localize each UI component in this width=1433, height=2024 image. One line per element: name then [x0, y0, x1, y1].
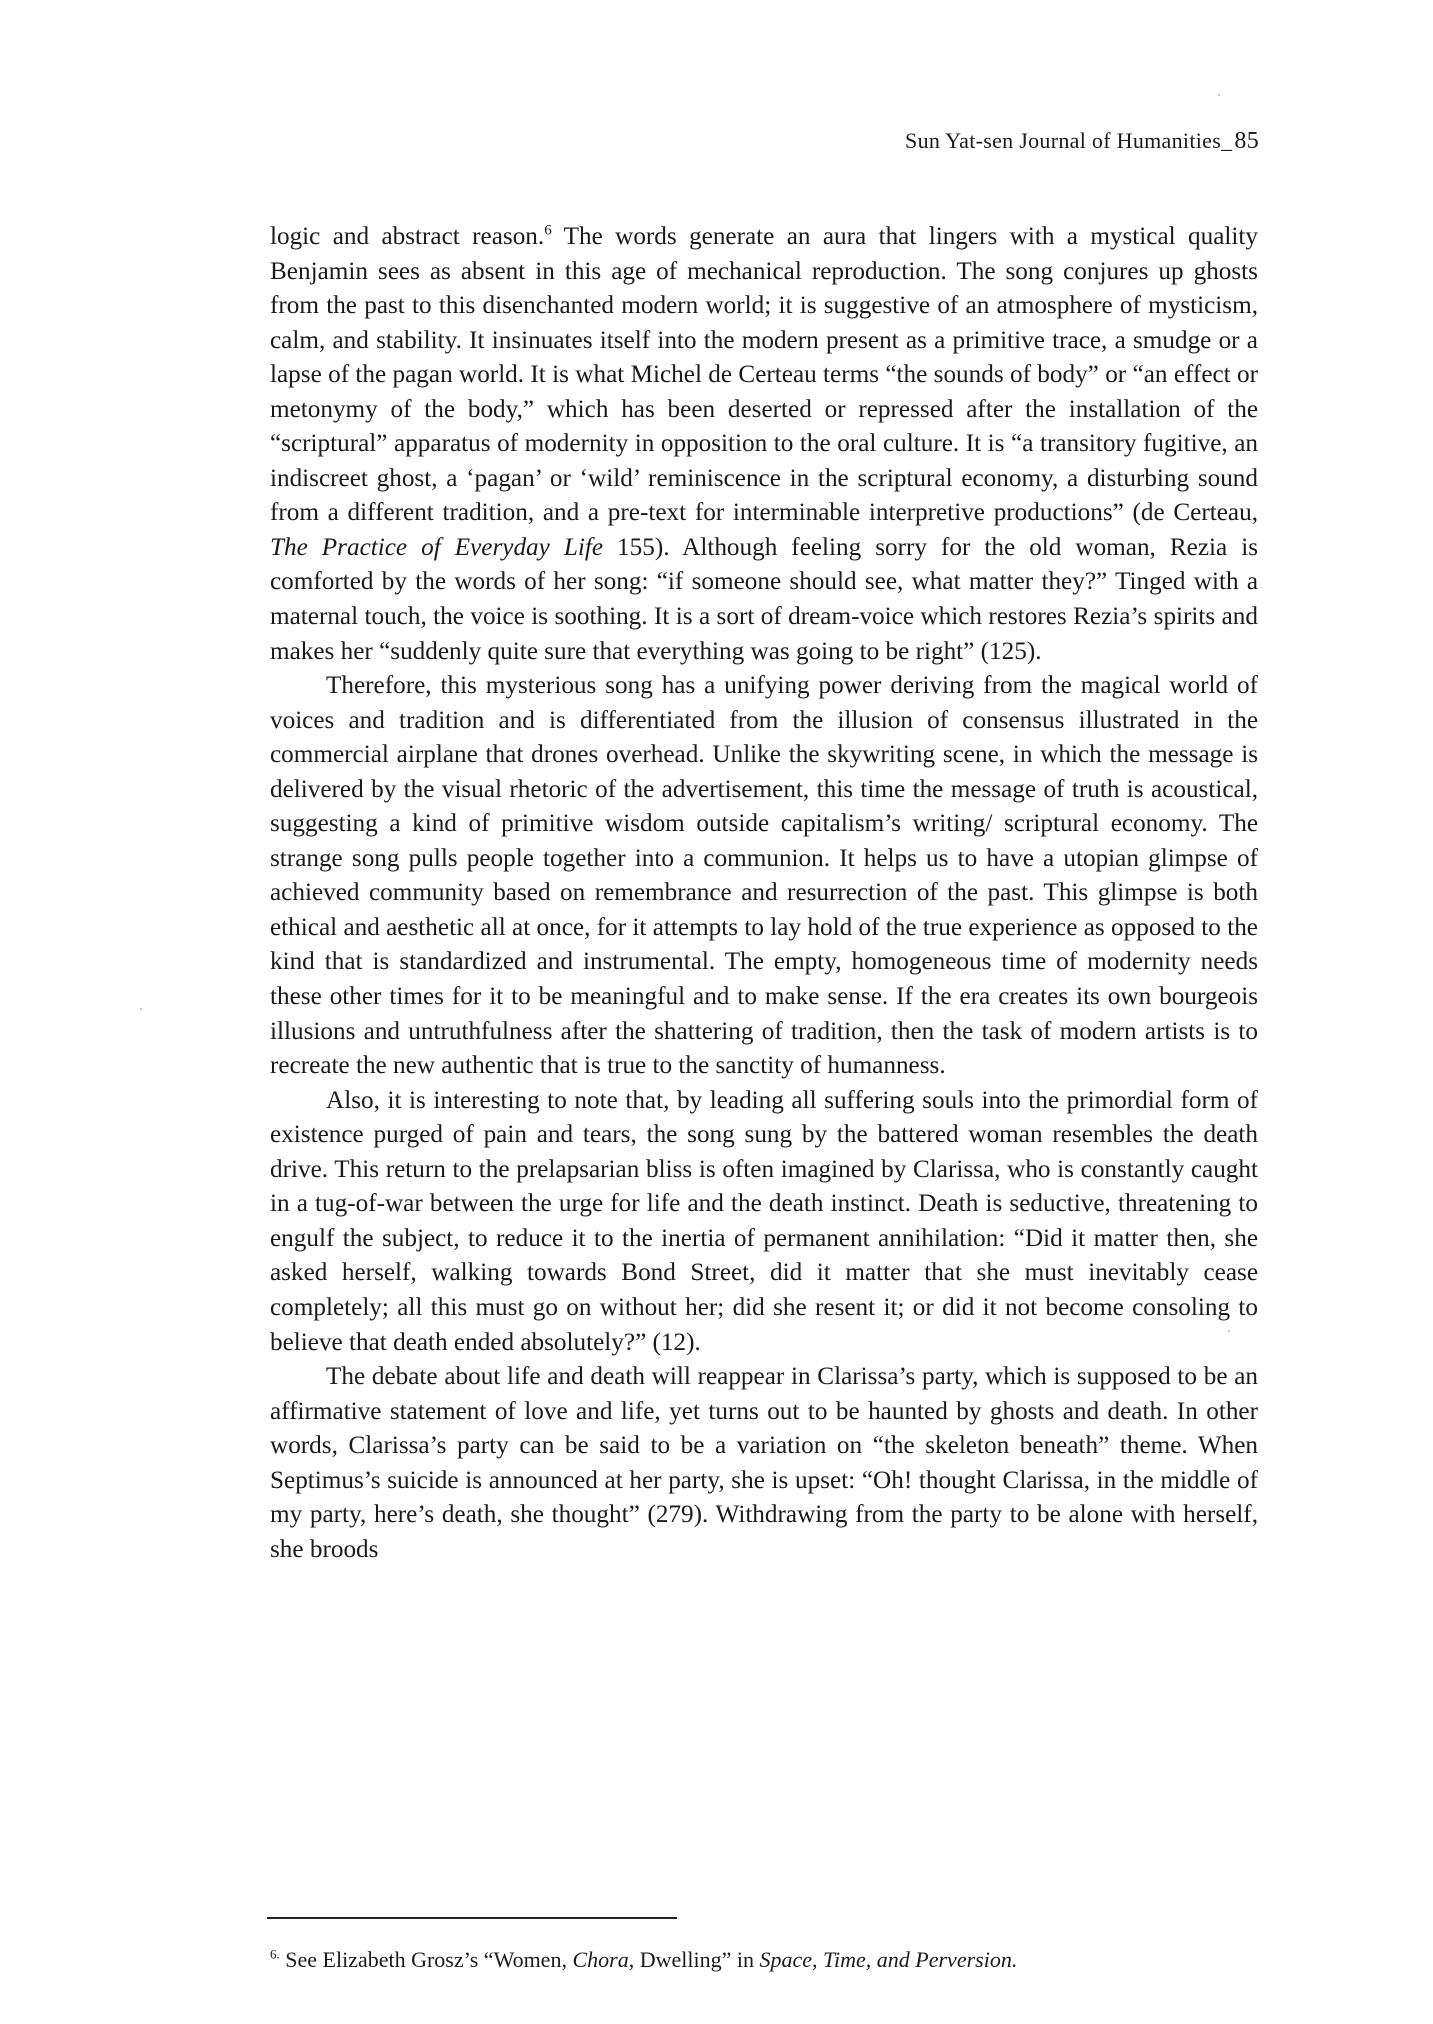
paragraph-1-part-c: 155). Although feeling sorry for the old woman, Rezia is comforted by the words of her song: “if someone should see, what matter they?” Tinged with a maternal touch, the voice is soothing. It is a sort of dream-voice which restores Rezia’s spirits and makes her “suddenly quite sure that everything was going to be right” (125). — [270, 533, 1258, 665]
page-number: 85 — [1234, 128, 1259, 154]
footnote — [270, 1946, 1017, 1974]
paragraph-1-part-b: The words generate an aura that lingers with a mystical quality Benjamin sees as absent in this age of mechanical reproduction. The song conjures up ghosts from the past to this disenchanted modern world; it is suggestive of an atmosphere of mysticism, calm, and stability. It insinuates itself into the modern present as a primitive trace, a smudge or a lapse of the pagan world. It is what Michel de Certeau terms “the sounds of body” or “an effect or metonymy of the body,” which has been deserted or repressed after the installation of the “scriptural” apparatus of modernity in opposition to the oral culture. It is “a transitory fugitive, an indiscreet ghost, a ‘pagan’ or ‘wild’ reminiscence in the scriptural economy, a disturbing sound from a different tradition, and a pre-text for interminable interpretive productions” (de Certeau, — [270, 223, 1258, 527]
footnote-divider — [267, 1917, 677, 1919]
paragraph-4: The debate about life and death will reappear in Clarissa’s party, which is supposed to be an affirmative statement of love and life, yet turns out to be haunted by ghosts and death. In other words, Clarissa’s party can be said to be a variation on “the skeleton beneath” theme. When Septimus’s suicide is announced at her party, she is upset: “Oh! thought Clarissa, in the middle of my party, here’s death, she thought” (279). Withdrawing from the party to be alone with herself, she broods — [270, 1363, 1258, 1563]
main-body-text — [270, 220, 1258, 1567]
paragraph-1 — [270, 220, 1258, 669]
footnote-text-a: See Elizabeth Grosz’s “Women, — [279, 1947, 573, 1972]
footnote-number: 6. — [270, 1946, 280, 1962]
paragraph-3: Also, it is interesting to note that, by leading all suffering souls into the primordial form of existence purged of pain and tears, the song sung by the battered woman resembles the death drive. This return to the prelapsarian bliss is often imagined by Clarissa, who is constantly caught in a tug-of-war between the urge for life and the death instinct. Death is seductive, threatening to engulf the subject, to reduce it to the inertia of permanent annihilation: “Did it matter then, she asked herself, walking towards Bond Street, did it matter that she must inevitably cease completely; all this must go on without her; did she resent it; or did it not become consoling to believe that death ended absolutely?” (12). — [270, 1086, 1258, 1356]
journal-title: Sun Yat-sen Journal of Humanities_ — [905, 128, 1233, 153]
scan-speck — [1218, 94, 1220, 96]
paragraph-1-part-a: logic and abstract reason. — [270, 223, 545, 250]
footnote-text-c: , Dwelling” in — [628, 1947, 760, 1972]
scan-speck — [140, 1008, 142, 1010]
footnote-book-title: Space, Time, and Perversion. — [759, 1947, 1018, 1972]
footnote-italic-chora: Chora — [572, 1947, 629, 1972]
running-header — [905, 128, 1259, 155]
footnote-reference: 6 — [544, 222, 552, 239]
paragraph-2: Therefore, this mysterious song has a unifying power deriving from the magical world of voices and tradition and is differentiated from the illusion of consensus illustrated in the commercial airplane that drones overhead. Unlike the skywriting scene, in which the message is delivered by the visual rhetoric of the advertisement, this time the message of truth is acoustical, suggesting a kind of primitive wisdom outside capitalism’s writing/ scriptural economy. The strange song pulls people together into a communion. It helps us to have a utopian glimpse of achieved community based on remembrance and resurrection of the past. This glimpse is both ethical and aesthetic all at once, for it attempts to lay hold of the true experience as opposed to the kind that is standardized and instrumental. The empty, homogeneous time of modernity needs these other times for it to be meaningful and to make sense. If the era creates its own bourgeois illusions and untruthfulness after the shattering of tradition, then the task of modern artists is to recreate the new authentic that is true to the sanctity of humanness. — [270, 672, 1258, 1080]
book-title: The Practice of Everyday Life — [270, 533, 604, 561]
scan-speck — [1228, 1330, 1230, 1332]
